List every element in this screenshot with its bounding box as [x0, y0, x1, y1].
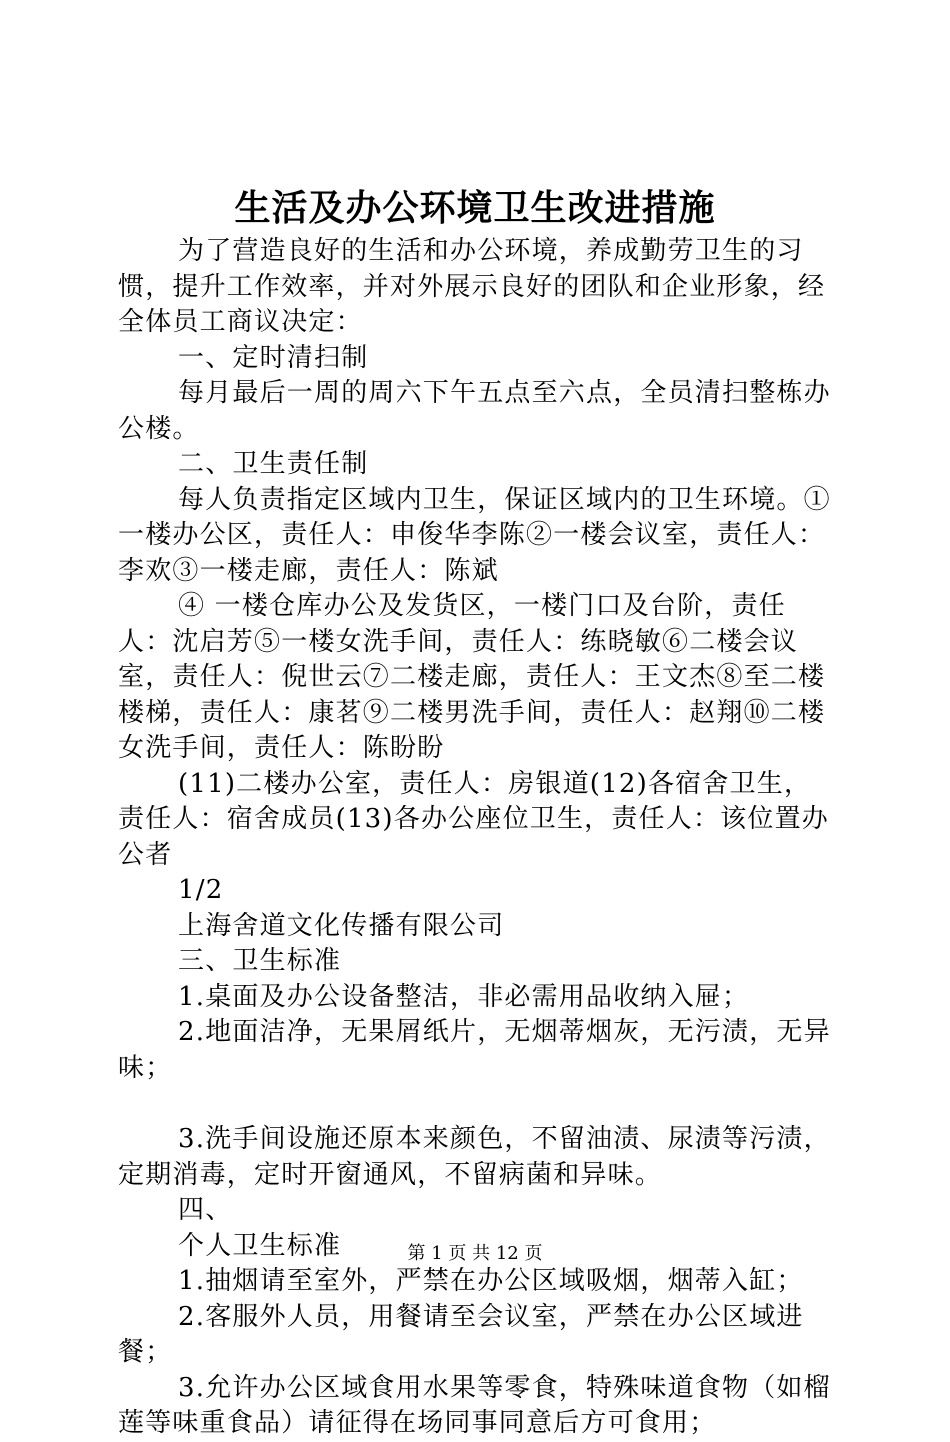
intro-paragraph: 为了营造良好的生活和办公环境，养成勤劳卫生的习惯，提升工作效率，并对外展示良好的团队和企业形象，经全体员工商议决定：: [118, 236, 826, 337]
section-heading-4: 四、: [178, 1195, 233, 1225]
blank-line: [118, 1086, 838, 1122]
personal-item-1: 1.抽烟请至室外，严禁在办公区域吸烟，烟蒂入缸；: [178, 1266, 804, 1296]
document-title: 生活及办公环境卫生改进措施: [234, 187, 716, 229]
inline-page-marker: 1/2: [178, 875, 224, 905]
personal-item-2: 2.客服外人员，用餐请至会议室，严禁在办公区域进餐；: [118, 1301, 804, 1367]
section-heading-3: 三、卫生标准: [178, 946, 342, 976]
section-heading-1: 一、定时清扫制: [178, 342, 369, 373]
company-name: 上海舍道文化传播有限公司: [178, 910, 505, 941]
standard-item-3: 3.洗手间设施还原本来颜色，不留油渍、尿渍等污渍，定期消毒，定时开窗通风，不留病菌和异味。: [118, 1124, 831, 1190]
page-footer: 第 1 页 共 12 页: [407, 1243, 543, 1264]
standard-item-1: 1.桌面及办公设备整洁，非必需用品收纳入屉；: [178, 981, 750, 1012]
section-1-paragraph: 每月最后一周的周六下午五点至六点，全员清扫整栋办公楼。: [118, 378, 831, 444]
standard-item-2: 2.地面洁净，无果屑纸片，无烟蒂烟灰，无污渍，无异味；: [118, 1017, 831, 1083]
section-2-paragraph-2: ④ 一楼仓库办公及发货区，一楼门口及台阶，责任人：沈启芳⑤一楼女洗手间，责任人：练晓敏⑥二楼会议室，责任人：倪世云⑦二楼走廊，责任人：王文杰⑧至二楼楼梯，责任人：康茗⑨二楼男洗手间，责任人：赵翔⑩二楼女洗手间，责任人：陈盼盼: [118, 591, 826, 763]
section-2-paragraph-3: (11)二楼办公室，责任人：房银道(12)各宿舍卫生，责任人：宿舍成员(13)各办公座位卫生，责任人：该位置办公者: [118, 768, 829, 870]
section-2-paragraph-1: 每人负责指定区域内卫生，保证区域内的卫生环境。①一楼办公区，责任人：申俊华李陈②一楼会议室，责任人：李欢③一楼走廊，责任人：陈斌: [118, 484, 831, 586]
section-heading-4-title: 个人卫生标准: [178, 1230, 342, 1261]
personal-item-3: 3.允许办公区域食用水果等零食，特殊味道食物（如榴莲等味重食品）请征得在场同事同意后方可食用；: [118, 1372, 831, 1438]
section-heading-2: 二、卫生责任制: [178, 449, 369, 479]
